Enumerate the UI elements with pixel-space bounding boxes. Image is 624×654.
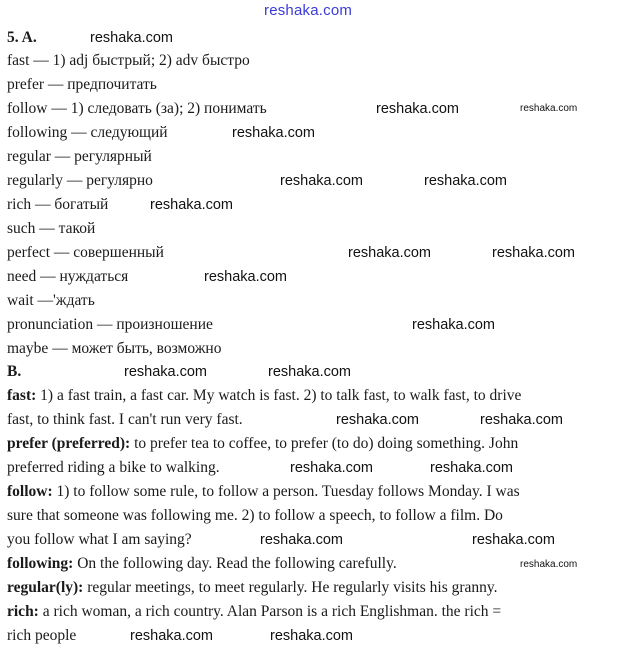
watermark: reshaka.com: [348, 245, 432, 261]
watermark: reshaka.com: [376, 101, 460, 117]
term: regular(ly):: [7, 579, 84, 596]
vocab-entry: prefer — предпочитать: [7, 76, 157, 93]
watermark: reshaka.com: [430, 460, 514, 476]
vocab-entry: need — нуждаться: [7, 268, 129, 285]
term: fast:: [7, 387, 37, 404]
section-b-heading: B.: [7, 363, 22, 380]
example-line: you follow what I am saying?: [7, 531, 192, 548]
watermark: reshaka.com: [124, 364, 208, 380]
example-line: follow: 1) to follow some rule, to follow a person. Tuesday follows Monday. I was: [7, 483, 520, 500]
vocab-entry: maybe — может быть, возможно: [7, 340, 222, 357]
example-line: preferred riding a bike to walking.: [7, 459, 220, 476]
watermark: reshaka.com: [204, 269, 288, 285]
watermark: reshaka.com: [270, 628, 354, 644]
watermark: reshaka.com: [280, 173, 364, 189]
term: rich:: [7, 603, 39, 620]
watermark: reshaka.com: [520, 103, 578, 114]
example-line: following: On the following day. Read the following carefully.: [7, 555, 397, 572]
watermark: reshaka.com: [130, 628, 214, 644]
watermark: reshaka.com: [150, 197, 234, 213]
vocab-entry: following — следующий: [7, 124, 168, 141]
example-line: prefer (preferred): to prefer tea to coffee, to prefer (to do) doing something. John: [7, 435, 519, 452]
watermark: reshaka.com: [472, 532, 556, 548]
vocab-entry: such — такой: [7, 220, 96, 237]
vocab-entry: rich — богатый: [7, 196, 109, 213]
watermark: reshaka.com: [260, 532, 344, 548]
section-a-heading: 5. A.: [7, 29, 37, 46]
term: prefer (preferred):: [7, 435, 131, 452]
watermark: reshaka.com: [232, 125, 316, 141]
term: follow:: [7, 483, 53, 500]
example-line: fast, to think fast. I can't run very fast.: [7, 411, 243, 428]
watermark-top: reshaka.com: [264, 2, 353, 19]
watermark: reshaka.com: [520, 559, 578, 570]
watermark: reshaka.com: [424, 173, 508, 189]
vocab-entry: follow — 1) следовать (за); 2) понимать: [7, 100, 267, 117]
watermark: reshaka.com: [412, 317, 496, 333]
example-line: rich: a rich woman, a rich country. Alan Parson is a rich Englishman. the rich =: [7, 603, 502, 620]
term: following:: [7, 555, 74, 572]
vocab-entry: fast — 1) adj быстрый; 2) adv быстро: [7, 52, 250, 69]
watermark: reshaka.com: [480, 412, 564, 428]
vocab-entry: regularly — регулярно: [7, 172, 153, 189]
vocab-entry: wait —'ждать: [7, 292, 95, 309]
vocab-entry: perfect — совершенный: [7, 244, 164, 261]
example-line: sure that someone was following me. 2) to follow a speech, to follow a film. Do: [7, 507, 503, 524]
watermark: reshaka.com: [268, 364, 352, 380]
watermark: reshaka.com: [290, 460, 374, 476]
watermark: reshaka.com: [336, 412, 420, 428]
vocab-entry: pronunciation — произношение: [7, 316, 213, 333]
example-line: rich people: [7, 627, 77, 644]
example-line: fast: 1) a fast train, a fast car. My watch is fast. 2) to talk fast, to walk fast, to drive: [7, 387, 522, 404]
example-line: regular(ly): regular meetings, to meet regularly. He regularly visits his granny.: [7, 579, 498, 596]
watermark: reshaka.com: [492, 245, 576, 261]
vocab-entry: regular — регулярный: [7, 148, 152, 165]
watermark: reshaka.com: [90, 30, 174, 46]
